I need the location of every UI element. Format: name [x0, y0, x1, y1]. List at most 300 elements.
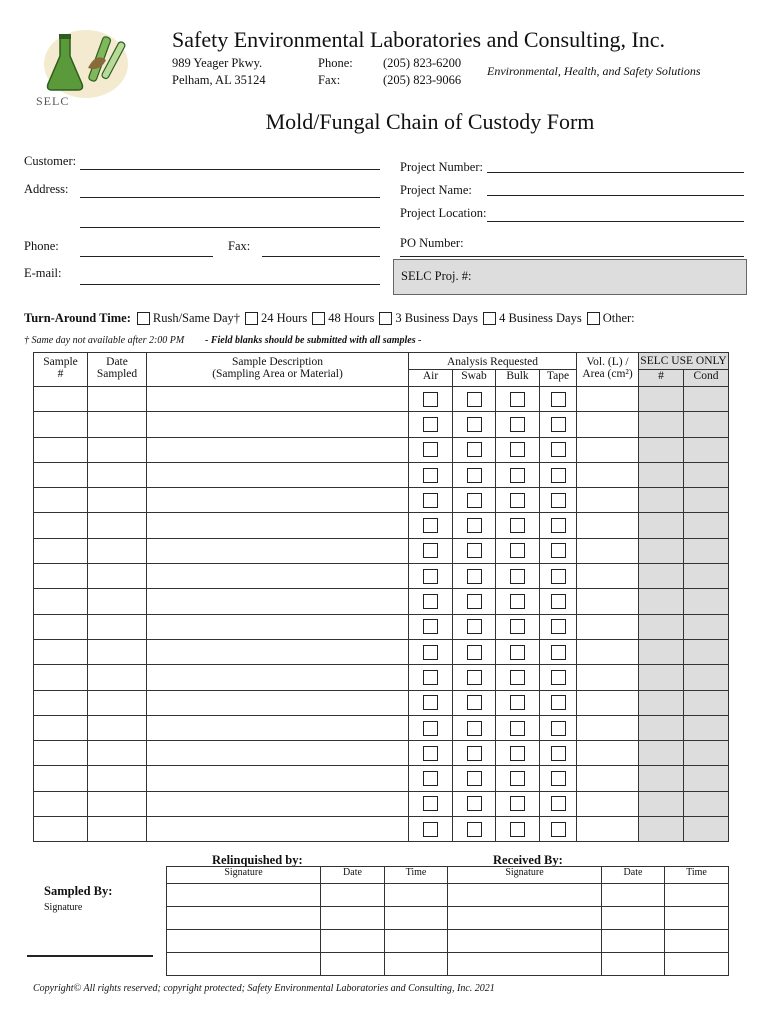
analysis-checkbox[interactable]: [423, 543, 438, 558]
analysis-checkbox[interactable]: [551, 392, 566, 407]
tat-24h-label: 24 Hours: [261, 311, 308, 325]
analysis-checkbox[interactable]: [551, 721, 566, 736]
analysis-checkbox[interactable]: [423, 468, 438, 483]
table-cell[interactable]: [88, 791, 147, 816]
table-cell[interactable]: [453, 387, 496, 412]
table-cell[interactable]: [88, 513, 147, 538]
phone-field[interactable]: [80, 256, 213, 257]
table-cell[interactable]: [147, 488, 409, 513]
table-cell[interactable]: [577, 690, 639, 715]
sig-cell[interactable]: [665, 953, 729, 976]
table-cell[interactable]: [540, 741, 577, 766]
sig-cell[interactable]: [602, 930, 665, 953]
sig-cell[interactable]: [385, 884, 448, 907]
table-cell[interactable]: [540, 437, 577, 462]
turnaround-row: [24, 311, 640, 326]
tat-3day[interactable]: [379, 311, 478, 326]
relinquished-date-col: Date: [321, 867, 385, 884]
table-cell: [639, 462, 684, 487]
analysis-checkbox[interactable]: [423, 442, 438, 457]
sig-cell[interactable]: [665, 907, 729, 930]
col-sample: [34, 353, 88, 387]
table-cell: [684, 791, 729, 816]
analysis-checkbox[interactable]: [423, 569, 438, 584]
table-cell[interactable]: [147, 387, 409, 412]
table-cell[interactable]: [577, 412, 639, 437]
table-cell: [639, 741, 684, 766]
analysis-checkbox[interactable]: [423, 721, 438, 736]
analysis-checkbox[interactable]: [467, 543, 482, 558]
sig-cell[interactable]: [321, 953, 385, 976]
table-cell[interactable]: [88, 817, 147, 842]
table-cell[interactable]: [496, 715, 540, 740]
tat-rush[interactable]: [137, 311, 240, 326]
table-cell[interactable]: [453, 766, 496, 791]
table-cell[interactable]: [496, 513, 540, 538]
sig-cell[interactable]: [167, 884, 321, 907]
table-cell[interactable]: [409, 791, 453, 816]
table-cell[interactable]: [147, 817, 409, 842]
table-cell: [684, 589, 729, 614]
analysis-checkbox[interactable]: [510, 771, 525, 786]
analysis-checkbox[interactable]: [510, 645, 525, 660]
analysis-checkbox[interactable]: [423, 493, 438, 508]
analysis-checkbox[interactable]: [551, 645, 566, 660]
table-cell[interactable]: [88, 741, 147, 766]
contact-values: [383, 55, 461, 89]
table-cell[interactable]: [496, 437, 540, 462]
table-cell[interactable]: [88, 589, 147, 614]
analysis-checkbox[interactable]: [467, 645, 482, 660]
analysis-checkbox[interactable]: [551, 569, 566, 584]
table-cell[interactable]: [147, 791, 409, 816]
table-cell[interactable]: [34, 462, 88, 487]
table-cell[interactable]: [496, 690, 540, 715]
table-cell[interactable]: [88, 690, 147, 715]
selc-proj-label: SELC Proj. #:: [401, 269, 472, 283]
sig-cell[interactable]: [167, 930, 321, 953]
col-swab: Swab: [453, 370, 496, 387]
table-cell[interactable]: [34, 614, 88, 639]
project-number-field[interactable]: [487, 172, 744, 173]
analysis-checkbox[interactable]: [467, 392, 482, 407]
analysis-checkbox[interactable]: [467, 695, 482, 710]
rush-checkbox[interactable]: [137, 312, 150, 325]
logo-text: SELC: [36, 94, 70, 108]
analysis-checkbox[interactable]: [467, 468, 482, 483]
table-cell[interactable]: [496, 589, 540, 614]
table-cell[interactable]: [34, 387, 88, 412]
table-cell[interactable]: [540, 538, 577, 563]
table-cell[interactable]: [147, 614, 409, 639]
tat-4day[interactable]: [483, 311, 582, 326]
fax-field[interactable]: [262, 256, 380, 257]
analysis-checkbox[interactable]: [551, 796, 566, 811]
sig-cell[interactable]: [385, 930, 448, 953]
analysis-checkbox[interactable]: [551, 695, 566, 710]
table-cell[interactable]: [88, 614, 147, 639]
table-cell[interactable]: [496, 614, 540, 639]
sig-cell[interactable]: [665, 884, 729, 907]
table-cell[interactable]: [540, 488, 577, 513]
table-cell[interactable]: [577, 715, 639, 740]
table-cell[interactable]: [34, 488, 88, 513]
col-cond: Cond: [684, 370, 729, 387]
analysis-checkbox[interactable]: [467, 518, 482, 533]
table-cell[interactable]: [540, 412, 577, 437]
other-checkbox[interactable]: [587, 312, 600, 325]
table-cell[interactable]: [540, 513, 577, 538]
email-field[interactable]: [80, 284, 380, 285]
table-cell[interactable]: [88, 766, 147, 791]
project-number-label: Project Number:: [400, 160, 483, 174]
table-cell[interactable]: [147, 538, 409, 563]
table-cell[interactable]: [453, 513, 496, 538]
table-cell[interactable]: [540, 766, 577, 791]
address-field-1[interactable]: [80, 197, 380, 198]
table-cell[interactable]: [453, 437, 496, 462]
table-cell[interactable]: [453, 690, 496, 715]
table-cell[interactable]: [453, 791, 496, 816]
table-row: [34, 791, 729, 816]
analysis-checkbox[interactable]: [423, 619, 438, 634]
3day-checkbox[interactable]: [379, 312, 392, 325]
table-cell[interactable]: [147, 639, 409, 664]
table-cell[interactable]: [577, 639, 639, 664]
table-cell[interactable]: [496, 564, 540, 589]
table-cell[interactable]: [34, 741, 88, 766]
analysis-checkbox[interactable]: [467, 442, 482, 457]
table-cell[interactable]: [453, 614, 496, 639]
table-cell[interactable]: [577, 387, 639, 412]
table-cell[interactable]: [496, 462, 540, 487]
table-cell[interactable]: [577, 513, 639, 538]
table-cell[interactable]: [540, 564, 577, 589]
project-name-field[interactable]: [487, 195, 744, 196]
table-cell: [639, 412, 684, 437]
analysis-checkbox[interactable]: [467, 796, 482, 811]
analysis-checkbox[interactable]: [467, 721, 482, 736]
col-date: [88, 353, 147, 387]
analysis-checkbox[interactable]: [467, 822, 482, 837]
table-cell: [684, 488, 729, 513]
table-cell[interactable]: [147, 715, 409, 740]
table-row: [34, 665, 729, 690]
table-cell: [684, 817, 729, 842]
table-cell[interactable]: [577, 538, 639, 563]
analysis-checkbox[interactable]: [510, 796, 525, 811]
table-cell[interactable]: [147, 462, 409, 487]
table-cell[interactable]: [453, 715, 496, 740]
table-cell[interactable]: [540, 387, 577, 412]
analysis-checkbox[interactable]: [510, 468, 525, 483]
table-cell[interactable]: [409, 665, 453, 690]
table-cell[interactable]: [409, 513, 453, 538]
table-cell[interactable]: [34, 564, 88, 589]
table-cell: [639, 513, 684, 538]
table-cell[interactable]: [453, 639, 496, 664]
table-cell[interactable]: [453, 564, 496, 589]
analysis-checkbox[interactable]: [423, 670, 438, 685]
table-cell[interactable]: [409, 589, 453, 614]
analysis-checkbox[interactable]: [467, 619, 482, 634]
analysis-checkbox[interactable]: [510, 721, 525, 736]
table-row: [34, 437, 729, 462]
sig-cell[interactable]: [448, 930, 602, 953]
table-cell[interactable]: [147, 665, 409, 690]
table-cell[interactable]: [88, 639, 147, 664]
address-field-2[interactable]: [80, 227, 380, 228]
sig-cell[interactable]: [321, 907, 385, 930]
analysis-checkbox[interactable]: [423, 645, 438, 660]
table-cell: [639, 437, 684, 462]
table-cell[interactable]: [34, 690, 88, 715]
table-cell[interactable]: [540, 614, 577, 639]
table-cell[interactable]: [147, 564, 409, 589]
table-cell[interactable]: [577, 791, 639, 816]
table-cell[interactable]: [577, 589, 639, 614]
table-cell[interactable]: [540, 639, 577, 664]
analysis-checkbox[interactable]: [551, 670, 566, 685]
table-cell[interactable]: [496, 791, 540, 816]
analysis-checkbox[interactable]: [551, 468, 566, 483]
sig-cell[interactable]: [602, 884, 665, 907]
table-cell[interactable]: [496, 665, 540, 690]
table-cell[interactable]: [147, 766, 409, 791]
analysis-checkbox[interactable]: [423, 796, 438, 811]
analysis-checkbox[interactable]: [467, 569, 482, 584]
table-cell[interactable]: [88, 387, 147, 412]
table-cell[interactable]: [34, 817, 88, 842]
table-cell[interactable]: [34, 665, 88, 690]
table-cell[interactable]: [453, 488, 496, 513]
analysis-checkbox[interactable]: [423, 594, 438, 609]
analysis-checkbox[interactable]: [467, 771, 482, 786]
table-cell[interactable]: [409, 538, 453, 563]
table-cell[interactable]: [34, 412, 88, 437]
table-cell[interactable]: [409, 564, 453, 589]
analysis-checkbox[interactable]: [423, 822, 438, 837]
po-number-field[interactable]: [400, 256, 744, 257]
sig-cell[interactable]: [448, 907, 602, 930]
analysis-checkbox[interactable]: [467, 417, 482, 432]
4day-checkbox[interactable]: [483, 312, 496, 325]
analysis-checkbox[interactable]: [551, 746, 566, 761]
analysis-checkbox[interactable]: [551, 822, 566, 837]
table-cell[interactable]: [409, 715, 453, 740]
table-cell[interactable]: [496, 488, 540, 513]
table-row: [34, 589, 729, 614]
table-cell[interactable]: [88, 462, 147, 487]
table-cell[interactable]: [34, 791, 88, 816]
analysis-checkbox[interactable]: [551, 771, 566, 786]
sig-cell[interactable]: [602, 907, 665, 930]
sig-cell[interactable]: [448, 884, 602, 907]
table-cell[interactable]: [409, 639, 453, 664]
sig-cell[interactable]: [167, 907, 321, 930]
analysis-checkbox[interactable]: [467, 746, 482, 761]
table-cell[interactable]: [147, 513, 409, 538]
table-cell[interactable]: [577, 614, 639, 639]
table-cell[interactable]: [409, 437, 453, 462]
table-cell[interactable]: [34, 538, 88, 563]
24h-checkbox[interactable]: [245, 312, 258, 325]
table-cell[interactable]: [34, 715, 88, 740]
relinquished-time-col: Time: [385, 867, 448, 884]
analysis-checkbox[interactable]: [467, 493, 482, 508]
col-volume: [577, 353, 639, 387]
analysis-checkbox[interactable]: [551, 619, 566, 634]
table-cell[interactable]: [34, 589, 88, 614]
table-cell[interactable]: [453, 741, 496, 766]
analysis-checkbox[interactable]: [423, 417, 438, 432]
col-date-l1: Date: [106, 356, 128, 368]
table-cell[interactable]: [409, 614, 453, 639]
table-row: [34, 412, 729, 437]
project-location-field[interactable]: [487, 221, 744, 222]
table-cell[interactable]: [540, 690, 577, 715]
analysis-checkbox[interactable]: [510, 594, 525, 609]
sig-cell[interactable]: [321, 884, 385, 907]
table-cell[interactable]: [409, 488, 453, 513]
table-row: [34, 614, 729, 639]
table-cell[interactable]: [453, 665, 496, 690]
sig-cell[interactable]: [321, 930, 385, 953]
table-cell[interactable]: [453, 817, 496, 842]
table-cell[interactable]: [496, 817, 540, 842]
table-cell[interactable]: [409, 817, 453, 842]
customer-field[interactable]: [80, 169, 380, 170]
table-cell[interactable]: [540, 791, 577, 816]
analysis-checkbox[interactable]: [423, 518, 438, 533]
table-cell[interactable]: [496, 766, 540, 791]
table-cell[interactable]: [147, 690, 409, 715]
table-cell[interactable]: [496, 639, 540, 664]
table-cell[interactable]: [147, 437, 409, 462]
table-cell[interactable]: [540, 589, 577, 614]
table-cell[interactable]: [34, 513, 88, 538]
sig-cell[interactable]: [602, 953, 665, 976]
company-name: Safety Environmental Laboratories and Consulting, Inc.: [172, 27, 666, 52]
sig-cell[interactable]: [167, 953, 321, 976]
table-cell[interactable]: [409, 387, 453, 412]
table-cell[interactable]: [88, 564, 147, 589]
table-cell[interactable]: [88, 715, 147, 740]
analysis-checkbox[interactable]: [423, 771, 438, 786]
analysis-checkbox[interactable]: [551, 417, 566, 432]
table-cell[interactable]: [577, 741, 639, 766]
table-cell[interactable]: [88, 412, 147, 437]
table-row: [34, 715, 729, 740]
table-cell[interactable]: [34, 639, 88, 664]
table-cell[interactable]: [453, 412, 496, 437]
table-cell[interactable]: [453, 589, 496, 614]
tat-other[interactable]: [587, 311, 635, 326]
table-cell: [639, 817, 684, 842]
48h-checkbox[interactable]: [312, 312, 325, 325]
table-cell[interactable]: [409, 741, 453, 766]
analysis-checkbox[interactable]: [510, 442, 525, 457]
phone-label-field: Phone:: [24, 239, 59, 253]
analysis-checkbox[interactable]: [551, 518, 566, 533]
analysis-checkbox[interactable]: [510, 417, 525, 432]
table-cell[interactable]: [34, 766, 88, 791]
turnaround-label: Turn-Around Time:: [24, 311, 131, 325]
analysis-checkbox[interactable]: [551, 594, 566, 609]
table-cell[interactable]: [577, 665, 639, 690]
table-cell[interactable]: [453, 538, 496, 563]
table-cell[interactable]: [88, 437, 147, 462]
analysis-checkbox[interactable]: [510, 493, 525, 508]
table-cell[interactable]: [577, 488, 639, 513]
analysis-checkbox[interactable]: [510, 695, 525, 710]
table-cell[interactable]: [496, 538, 540, 563]
analysis-checkbox[interactable]: [510, 392, 525, 407]
analysis-checkbox[interactable]: [551, 543, 566, 558]
sampled-by-signature-line[interactable]: [27, 955, 153, 957]
relinquished-label: Relinquished by:: [212, 853, 303, 867]
analysis-checkbox[interactable]: [423, 695, 438, 710]
sig-cell[interactable]: [665, 930, 729, 953]
table-cell[interactable]: [540, 715, 577, 740]
table-cell[interactable]: [34, 437, 88, 462]
table-cell[interactable]: [577, 437, 639, 462]
analysis-checkbox[interactable]: [510, 822, 525, 837]
table-cell[interactable]: [88, 488, 147, 513]
table-cell[interactable]: [540, 665, 577, 690]
table-cell[interactable]: [409, 690, 453, 715]
analysis-checkbox[interactable]: [510, 569, 525, 584]
analysis-checkbox[interactable]: [423, 746, 438, 761]
table-cell[interactable]: [577, 462, 639, 487]
table-cell[interactable]: [147, 589, 409, 614]
table-cell[interactable]: [409, 462, 453, 487]
analysis-checkbox[interactable]: [551, 442, 566, 457]
table-cell[interactable]: [496, 412, 540, 437]
table-cell[interactable]: [577, 564, 639, 589]
analysis-checkbox[interactable]: [510, 670, 525, 685]
col-sample-l2: #: [57, 368, 64, 380]
sig-cell[interactable]: [385, 953, 448, 976]
table-cell[interactable]: [88, 538, 147, 563]
table-cell[interactable]: [540, 462, 577, 487]
table-cell[interactable]: [577, 766, 639, 791]
table-cell[interactable]: [409, 766, 453, 791]
analysis-checkbox[interactable]: [510, 518, 525, 533]
tat-24h[interactable]: [245, 311, 307, 326]
table-cell[interactable]: [147, 741, 409, 766]
table-cell[interactable]: [147, 412, 409, 437]
table-cell[interactable]: [577, 817, 639, 842]
table-cell[interactable]: [409, 412, 453, 437]
analysis-checkbox[interactable]: [551, 493, 566, 508]
analysis-checkbox[interactable]: [510, 619, 525, 634]
table-cell[interactable]: [496, 387, 540, 412]
sig-cell[interactable]: [448, 953, 602, 976]
table-cell[interactable]: [88, 665, 147, 690]
analysis-checkbox[interactable]: [510, 543, 525, 558]
table-cell: [639, 564, 684, 589]
table-cell[interactable]: [453, 462, 496, 487]
table-cell[interactable]: [540, 817, 577, 842]
analysis-checkbox[interactable]: [467, 670, 482, 685]
tat-48h[interactable]: [312, 311, 374, 326]
sig-cell[interactable]: [385, 907, 448, 930]
analysis-checkbox[interactable]: [467, 594, 482, 609]
table-cell[interactable]: [496, 741, 540, 766]
analysis-checkbox[interactable]: [510, 746, 525, 761]
analysis-checkbox[interactable]: [423, 392, 438, 407]
